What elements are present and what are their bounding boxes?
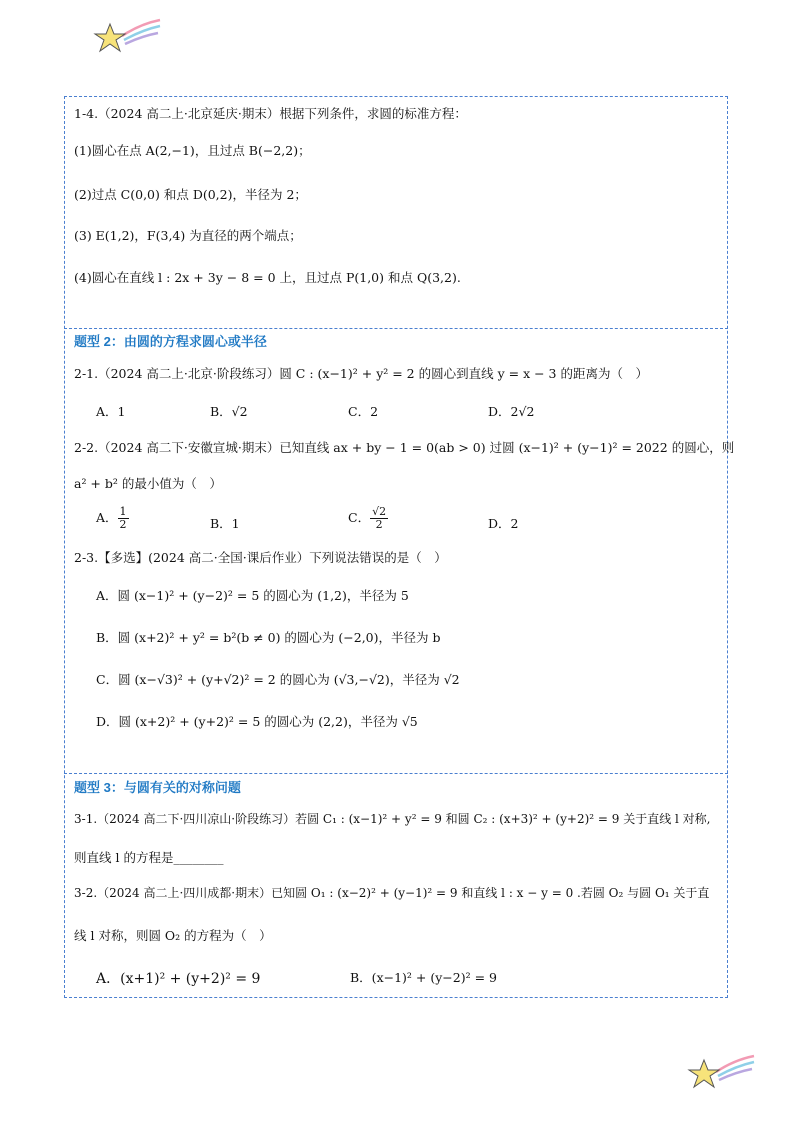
section-divider: [64, 773, 728, 774]
q2-3-option-b: B．圆 (x+2)² + y² = b²(b ≠ 0) 的圆心为 (−2,0)，半径为 b: [96, 630, 441, 645]
shooting-star-icon: [686, 1052, 756, 1094]
q3-1-stem: 3-1.（2024 高二下·四川凉山·阶段练习）若圆 C₁ : (x−1)² + y² = 9 和圆 C₂ : (x+3)² + (y+2)² = 9 关于直线 l 对称,: [74, 812, 711, 826]
q2-1-stem: 2-1.（2024 高二上·北京·阶段练习）圆 C : (x−1)² + y² = 2 的圆心到直线 y = x − 3 的距离为（ ）: [74, 366, 648, 381]
q2-2-option-a: [96, 506, 129, 531]
q2-3-option-d: D．圆 (x+2)² + (y+2)² = 5 的圆心为 (2,2)，半径为 √5: [96, 714, 418, 729]
q2-1-option-d: D．2√2: [488, 404, 535, 419]
fraction: [118, 506, 129, 531]
section-3-title: 题型 3：与圆有关的对称问题: [74, 780, 241, 795]
q2-2-option-d: D．2: [488, 516, 519, 531]
numerator: √2: [372, 505, 387, 518]
shooting-star-icon: [92, 16, 162, 58]
q2-2-option-c: [348, 506, 388, 531]
denominator: 2: [119, 518, 127, 532]
q2-1-option-c: C．2: [348, 404, 379, 419]
fraction: [370, 506, 388, 531]
q2-2-option-b: B．1: [210, 516, 240, 531]
numerator: 1: [119, 505, 127, 518]
section-2-title: 题型 2：由圆的方程求圆心或半径: [74, 334, 267, 349]
q2-3-option-c: C．圆 (x−√3)² + (y+√2)² = 2 的圆心为 (√3,−√2)，半径为 √2: [96, 672, 460, 687]
option-label: A．: [96, 510, 118, 526]
option-label: C．: [348, 510, 371, 526]
q1-4-part1: (1)圆心在点 A(2,−1)，且过点 B(−2,2)；: [74, 143, 311, 158]
section-divider: [64, 328, 728, 329]
q3-2-option-a: A．(x+1)² + (y+2)² = 9: [96, 971, 261, 987]
denominator: 2: [375, 518, 383, 532]
q2-3-option-a: A．圆 (x−1)² + (y−2)² = 5 的圆心为 (1,2)，半径为 5: [96, 588, 409, 603]
q2-3-stem: 2-3.【多选】(2024 高二·全国·课后作业）下列说法错误的是（ ）: [74, 550, 447, 565]
q2-2-stem: 2-2.（2024 高二下·安徽宣城·期末）已知直线 ax + by − 1 = 0(ab > 0) 过圆 (x−1)² + (y−1)² = 2022 的圆心，则: [74, 440, 735, 455]
q3-2-stem-continued: 线 l 对称，则圆 O₂ 的方程为（ ）: [74, 928, 272, 943]
q3-1-stem-continued: 则直线 l 的方程是________: [74, 850, 224, 865]
q1-4-part3: (3) E(1,2)，F(3,4) 为直径的两个端点；: [74, 228, 302, 243]
q1-4-part2: (2)过点 C(0,0) 和点 D(0,2)，半径为 2；: [74, 187, 307, 202]
q2-1-option-b: B．√2: [210, 404, 248, 419]
q3-2-stem: 3-2.（2024 高二上·四川成都·期末）已知圆 O₁ : (x−2)² + (y−1)² = 9 和直线 l : x − y = 0 .若圆 O₂ 与圆 O₁ 关于直: [74, 886, 710, 900]
q3-2-option-b: B．(x−1)² + (y−2)² = 9: [350, 970, 497, 985]
q2-2-stem-continued: a² + b² 的最小值为（ ）: [74, 476, 222, 491]
q1-4-stem: 1-4.（2024 高二上·北京延庆·期末）根据下列条件，求圆的标准方程：: [74, 106, 467, 121]
q1-4-part4: (4)圆心在直线 l : 2x + 3y − 8 = 0 上，且过点 P(1,0) 和点 Q(3,2).: [74, 270, 461, 285]
q2-1-option-a: A．1: [96, 404, 126, 419]
